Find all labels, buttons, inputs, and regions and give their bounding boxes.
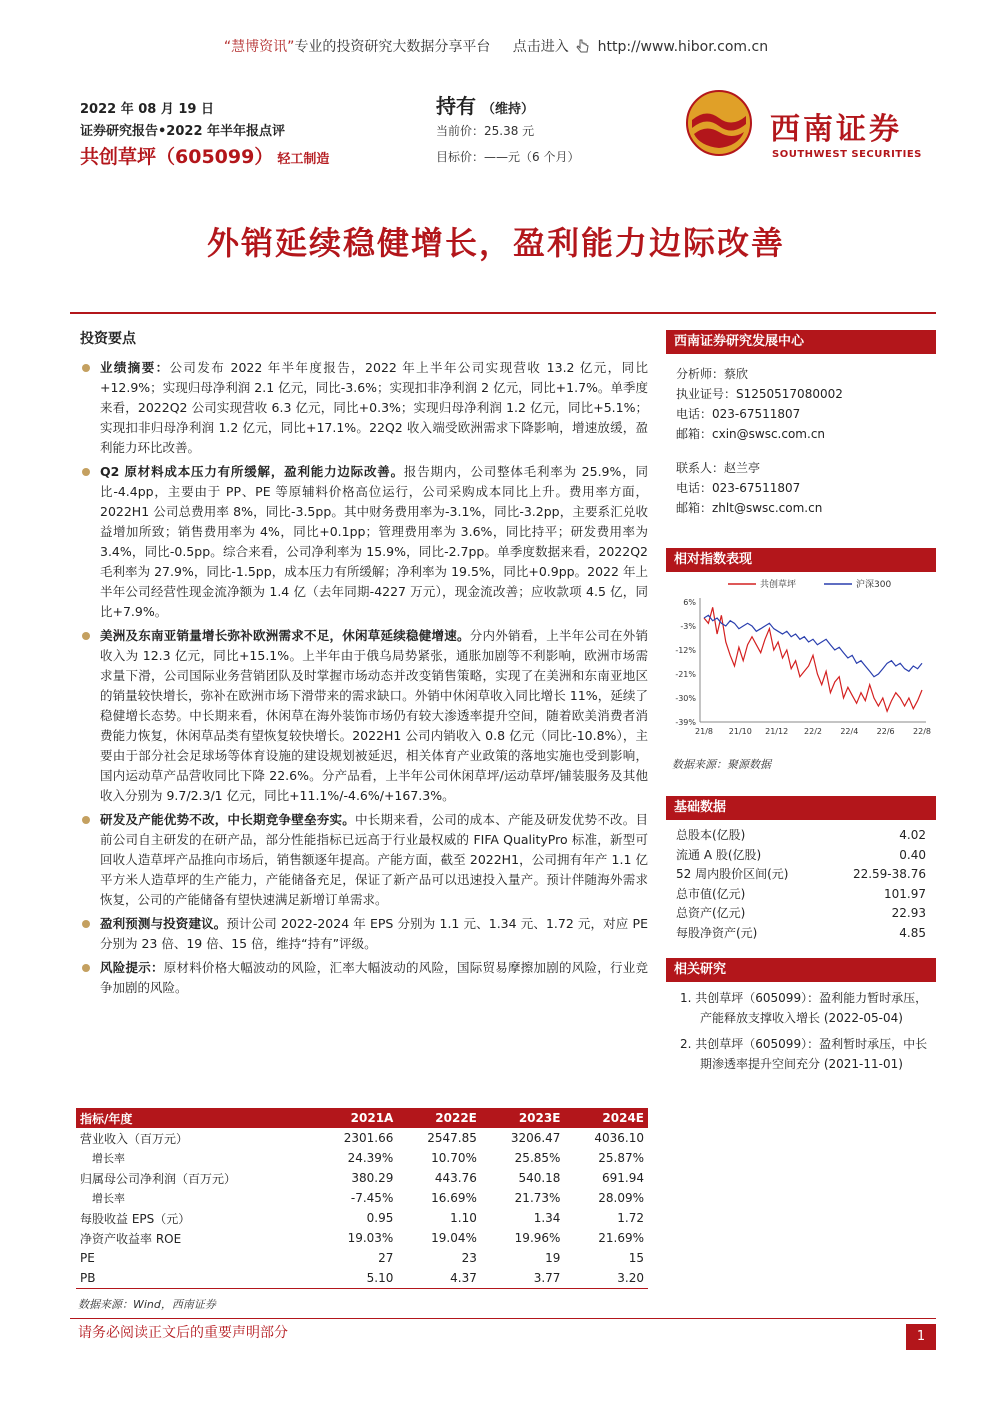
bullet-head: 美洲及东南亚销量增长弥补欧洲需求不足，休闲草延续稳健增速。 <box>100 628 470 643</box>
table-cell: 5.10 <box>314 1268 398 1288</box>
basic-value: 4.02 <box>899 828 926 842</box>
contact-email[interactable]: 邮箱：zhlt@swsc.com.cn <box>676 501 823 515</box>
legend-label: 沪深300 <box>856 580 892 590</box>
table-cell: 25.87% <box>598 1151 644 1165</box>
x-tick-label: 22/8 <box>913 727 931 736</box>
relative-perf-chart <box>668 574 936 754</box>
y-tick-label: -39% <box>675 718 696 727</box>
chart-source: 数据来源：聚源数据 <box>672 758 771 771</box>
banner-enter-link[interactable]: 点击进入 <box>512 39 569 55</box>
report-type: 证券研究报告•2022 年半年报点评 <box>80 124 286 139</box>
table-row <box>76 1168 648 1188</box>
basic-row <box>666 924 936 944</box>
rating-sub: （维持） <box>482 102 535 117</box>
banner-brand: “慧博资讯” <box>223 39 295 55</box>
row-label: 营业收入（百万元） <box>80 1131 189 1146</box>
pointer-hand-icon <box>575 38 591 54</box>
table-header-row <box>76 1108 648 1128</box>
table-row <box>76 1208 648 1228</box>
table-cell: 27 <box>378 1251 394 1265</box>
x-tick-label: 22/4 <box>840 727 859 736</box>
table-cell: 24.39% <box>347 1151 394 1165</box>
table-cell: 2301.66 <box>343 1131 394 1145</box>
series-line-company <box>704 607 922 711</box>
bullet-text: 预计公司 2022-2024 年 EPS 分别为 1.1 元、1.34 元、1.72 元，对应 PE 分别为 23 倍、19 倍、15 倍，维持“持有”评级。 <box>100 916 648 951</box>
table-cell: 0.95 <box>366 1211 394 1225</box>
basic-value: 4.85 <box>899 925 926 940</box>
row-label: PB <box>76 1268 314 1288</box>
footer-divider <box>70 1318 936 1319</box>
table-cell: 10.70% <box>431 1151 477 1165</box>
analyst-license: 执业证号：S1250517080002 <box>676 387 843 401</box>
basic-key: 总市值(亿元) <box>676 886 746 901</box>
forecast-table <box>76 1108 648 1289</box>
table-row <box>76 1268 648 1288</box>
row-label: 增长率 <box>92 1192 125 1205</box>
y-tick-label: -21% <box>675 670 696 679</box>
contact-name: 联系人：赵兰亭 <box>676 461 761 475</box>
table-cell: 3.20 <box>564 1268 648 1288</box>
logo-text-en: SOUTHWEST SECURITIES <box>772 149 922 160</box>
y-tick-label: -3% <box>680 622 696 631</box>
related-research-box <box>666 958 936 1074</box>
table-row <box>76 1128 648 1148</box>
basic-row <box>666 885 936 905</box>
table-row <box>76 1188 648 1208</box>
x-tick-label: 21/12 <box>765 727 789 736</box>
table-cell: 691.94 <box>602 1171 644 1185</box>
table-cell: 1.72 <box>617 1211 644 1225</box>
basic-row <box>666 904 936 924</box>
table-cell: -7.45% <box>350 1191 394 1205</box>
table-cell: 15 <box>628 1251 644 1265</box>
column-header: 2023E <box>481 1108 565 1128</box>
table-cell: 443.76 <box>434 1171 477 1185</box>
bullet-forecast <box>80 914 648 954</box>
table-cell: 16.69% <box>431 1191 477 1205</box>
report-title: 外销延续稳健增长，盈利能力边际改善 <box>206 224 785 262</box>
table-row <box>76 1148 648 1168</box>
table-cell: 540.18 <box>518 1171 561 1185</box>
target-price: 目标价：——元（6 个月） <box>436 150 580 164</box>
bullet-text: 分内外销看，上半年公司在外销收入为 12.3 亿元，同比+15.1%。上半年由于俄乌局势紧张，通胀加剧等不利影响，欧洲市场需求量下滑，公司国际业务营销团队及时掌握市场动态并改变销售策略，实现了在美洲和东南亚地区的销量较快增长，弥补在欧洲市场下滑带来的需求缺口。外销中休闲草收入同比增长 11%，延续了稳健增长态势。中长期来看，休闲草在海外装饰市场仍有较大渗透率提升空间，随着欧美消费者消费能力恢复，休闲草品类有望恢复较快增长。2022H1 公司内销收入 0.8 亿元（同比-10.8%），主要由于部分社会足球场等体育设施的建设规划被延迟，相关体育产业政策的落地实施也受到影响，国内运动草产品营收同比下降 22.6%。分产品看，上半年公司休闲草坪/运动草坪/铺装服务及其他收入分别为 9.7/2.3/1 亿元，同比+11.1%/-4.6%/+167.3%。 <box>100 628 648 803</box>
research-center-box <box>666 330 936 518</box>
related-item[interactable]: 2. 共创草坪（605099）：盈利暂时承压，中长期渗透率提升空间充分 (2021-11-01) <box>680 1037 928 1071</box>
table-cell: 380.29 <box>351 1171 394 1185</box>
table-cell: 1.10 <box>450 1211 477 1225</box>
page-number: 1 <box>906 1324 936 1350</box>
series-line-index <box>704 615 922 676</box>
basic-key: 总股本(亿股) <box>676 828 746 842</box>
table-cell: 19.03% <box>347 1231 394 1245</box>
table-cell: 19 <box>545 1251 561 1265</box>
column-header: 2022E <box>397 1108 481 1128</box>
analyst-name: 分析师：蔡欣 <box>676 367 749 381</box>
basic-row <box>666 826 936 846</box>
top-banner <box>0 36 992 56</box>
basic-data-box <box>666 796 936 943</box>
contact-phone: 电话：023-67511807 <box>676 481 801 495</box>
bullet-text: 原材料价格大幅波动的风险，汇率大幅波动的风险，国际贸易摩擦加剧的风险，行业竞争加剧的风险。 <box>100 960 648 995</box>
basic-row <box>666 846 936 866</box>
basic-value: 0.40 <box>899 847 926 862</box>
table-cell: 4036.10 <box>594 1131 644 1145</box>
x-tick-label: 22/2 <box>804 727 822 736</box>
bullet-sales <box>80 626 648 806</box>
row-label: 增长率 <box>92 1152 125 1165</box>
column-header: 指标/年度 <box>76 1108 314 1128</box>
column-header: 2021A <box>314 1108 398 1128</box>
rating <box>436 90 534 119</box>
y-tick-label: -12% <box>675 646 696 655</box>
relative-perf-title: 相对指数表现 <box>666 548 936 572</box>
bullet-risk <box>80 958 648 998</box>
bullet-text: 公司发布 2022 年半年度报告，2022 年上半年公司实现营收 13.2 亿元，同比+12.9%；实现归母净利润 2.1 亿元，同比-3.6%；实现扣非净利润 2 亿元，同比+1.7%。单季度来看，2022Q2 公司实现营收 6.3 亿元，同比+0.3%；实现归母净利润 1.2 亿元，同比+5.1%；实现扣非归母净利润 1.2 亿元，同比+17.1%。22Q2 收入端受欧洲需求下降影响，增速放缓，盈利能力环比改善。 <box>100 360 648 455</box>
bullet-summary <box>80 358 648 458</box>
legend-label: 共创草坪 <box>760 580 797 590</box>
basic-key: 总资产(亿元) <box>676 906 746 920</box>
related-research-title: 相关研究 <box>666 958 936 982</box>
bullet-head: 风险提示： <box>100 960 164 975</box>
table-row <box>76 1228 648 1248</box>
footer-notice: 请务必阅读正文后的重要声明部分 <box>78 1325 288 1341</box>
southwest-securities-logo-icon <box>686 90 752 156</box>
basic-value: 101.97 <box>884 886 926 901</box>
company-name <box>80 142 329 169</box>
table-cell: 2547.85 <box>427 1131 477 1145</box>
banner-slogan: 专业的投资研究大数据分享平台 <box>294 39 491 55</box>
row-label: 净资产收益率 ROE <box>80 1231 182 1246</box>
investment-heading: 投资要点 <box>80 331 136 347</box>
table-cell: 21.73% <box>514 1191 561 1205</box>
x-tick-label: 22/6 <box>876 727 895 736</box>
y-tick-label: -30% <box>675 694 696 703</box>
bullet-head: 研发及产能优势不改，中长期竞争壁垒夯实。 <box>100 812 355 827</box>
analyst-email[interactable]: 邮箱：cxin@swsc.com.cn <box>676 427 826 441</box>
bullet-rd <box>80 810 648 910</box>
basic-key: 流通 A 股(亿股) <box>676 847 762 862</box>
table-cell: 3.77 <box>481 1268 565 1288</box>
x-tick-label: 21/8 <box>695 727 713 736</box>
table-cell: 25.85% <box>514 1151 561 1165</box>
column-header: 2024E <box>564 1108 648 1128</box>
row-label: PE <box>80 1251 95 1265</box>
table-cell: 1.34 <box>533 1211 561 1225</box>
basic-key: 每股净资产(元) <box>676 925 758 940</box>
investment-points <box>80 328 648 1002</box>
x-tick-label: 21/10 <box>728 727 752 736</box>
analyst-phone: 电话：023-67511807 <box>676 407 801 421</box>
row-label: 每股收益 EPS（元） <box>80 1211 191 1226</box>
table-cell: 3206.47 <box>510 1131 561 1145</box>
title-divider <box>70 312 936 314</box>
table-cell: 28.09% <box>598 1191 644 1205</box>
rating-value: 持有 <box>436 94 476 118</box>
company-ticker: 共创草坪（605099） <box>80 146 274 168</box>
bullet-head: 业绩摘要： <box>100 360 170 375</box>
table-cell: 19.04% <box>431 1231 477 1245</box>
logo-text-cn: 西南证券 <box>770 112 902 147</box>
current-price: 当前价：25.38 元 <box>436 124 535 138</box>
basic-value: 22.59-38.76 <box>852 867 926 881</box>
bullet-head: 盈利预测与投资建议。 <box>100 916 227 931</box>
relative-perf-box <box>666 548 936 572</box>
row-label: 归属母公司净利润（百万元） <box>80 1171 237 1186</box>
table-cell: 23 <box>461 1251 477 1265</box>
bullet-cost <box>80 462 648 622</box>
company-sector: 轻工制造 <box>277 152 330 167</box>
table-row <box>76 1248 648 1268</box>
research-center-title: 西南证券研究发展中心 <box>666 330 936 354</box>
table-cell: 19.96% <box>514 1231 561 1245</box>
y-tick-label: 6% <box>683 598 696 607</box>
table-source: 数据来源：Wind，西南证券 <box>78 1298 216 1311</box>
banner-url-link[interactable]: http://www.hibor.com.cn <box>597 39 769 55</box>
basic-key: 52 周内股价区间(元) <box>676 867 789 881</box>
basic-row <box>666 865 936 885</box>
report-date: 2022 年 08 月 19 日 <box>80 102 214 117</box>
bullet-text: 中长期来看，公司的成本、产能及研发优势不改。目前公司自主研发的在研产品，部分性能指标已远高于行业最权威的 FIFA QualityPro 标准，新型可回收人造草坪产品推向市场后，销售额逐年提高。产能方面，截至 2022H1，公司拥有年产 1.1 亿平方米人造草坪的生产能力，产能储备充足，保证了新产品可以迅速投入量产。预计伴随海外需求恢复，公司的产能储备有望快速满足新增订单需求。 <box>100 812 648 907</box>
bullet-text: 报告期内，公司整体毛利率为 25.9%，同比-4.4pp，主要由于 PP、PE 等原辅料价格高位运行，公司采购成本同比上升。费用率方面，2022H1 公司总费用率 8%，同比-3.5pp。其中财务费用率为-3.1%，同比-3.2pp，主要系汇兑收益增加所致；销售费用率为 4%，同比+0.1pp；管理费用率为 3.6%，同比持平；研发费用率为 3.4%，同比-0.5pp。综合来看，公司净利率为 15.9%，同比-2.7pp。单季度数据来看，2022Q2 毛利率为 27.9%，同比-1.5pp，成本压力有所缓解；净利率为 19.5%，同比+0.9pp。2022 年上半年公司经营性现金流净额为 1.4 亿（去年同期-4227 万元），现金流改善；应收款项 4.5 亿，同比+7.9%。 <box>100 464 649 619</box>
table-cell: 21.69% <box>598 1231 644 1245</box>
bullet-head: Q2 原材料成本压力有所缓解，盈利能力边际改善。 <box>100 464 404 479</box>
line-chart <box>668 574 936 754</box>
table-cell: 4.37 <box>397 1268 481 1288</box>
basic-data-title: 基础数据 <box>666 796 936 820</box>
related-item[interactable]: 1. 共创草坪（605099）：盈利能力暂时承压，产能释放支撑收入增长 (2022-05-04) <box>680 991 928 1025</box>
basic-value: 22.93 <box>891 906 926 920</box>
